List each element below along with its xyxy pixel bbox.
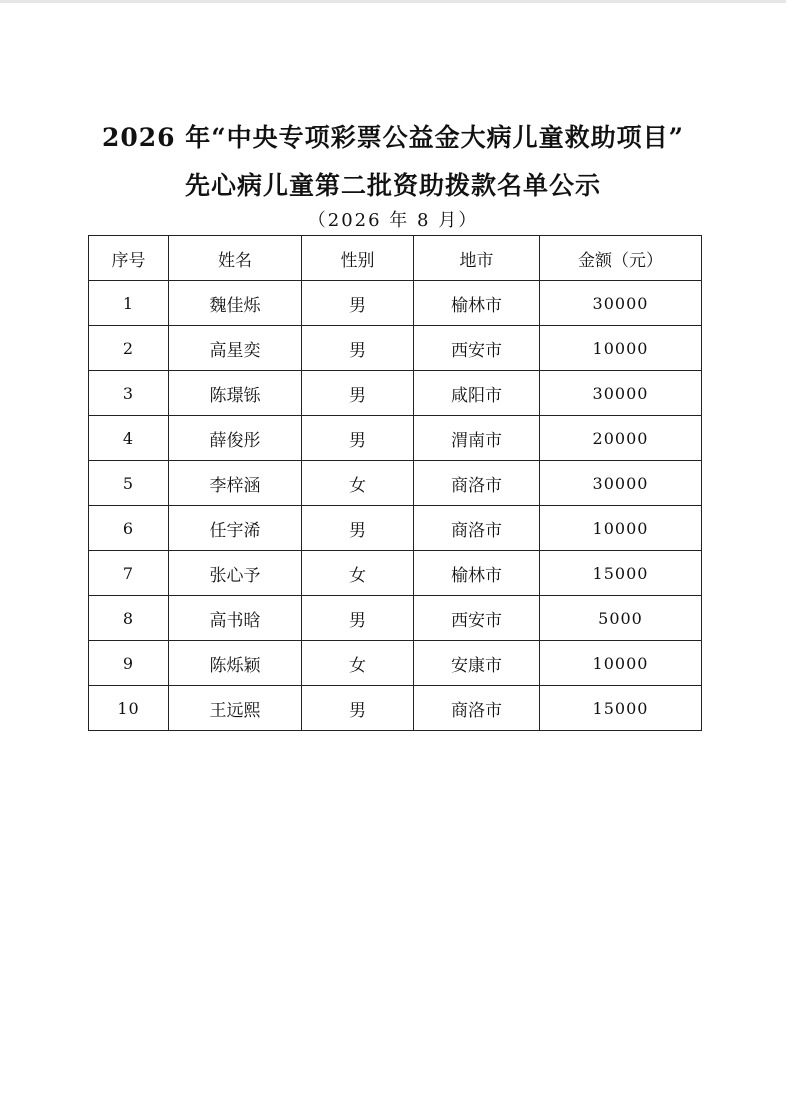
cell-gender: 男 [302, 506, 414, 551]
cell-city: 商洛市 [414, 506, 540, 551]
table-row [89, 506, 702, 551]
cell-gender: 女 [302, 641, 414, 686]
table-row [89, 461, 702, 506]
cell-index: 2 [89, 326, 169, 371]
table-row [89, 416, 702, 461]
cell-index: 9 [89, 641, 169, 686]
cell-index: 8 [89, 596, 169, 641]
cell-gender: 男 [302, 371, 414, 416]
cell-index: 6 [89, 506, 169, 551]
cell-index: 7 [89, 551, 169, 596]
cell-amount: 30000 [540, 461, 702, 506]
cell-city: 渭南市 [414, 416, 540, 461]
header-gender: 性别 [302, 236, 414, 281]
cell-city: 咸阳市 [414, 371, 540, 416]
cell-amount: 30000 [540, 371, 702, 416]
cell-index: 1 [89, 281, 169, 326]
cell-amount: 10000 [540, 506, 702, 551]
header-name: 姓名 [169, 236, 302, 281]
table-row [89, 641, 702, 686]
cell-amount: 20000 [540, 416, 702, 461]
cell-name: 任宇浠 [169, 506, 302, 551]
cell-index: 10 [89, 686, 169, 731]
cell-name: 陈璟铄 [169, 371, 302, 416]
table-row [89, 281, 702, 326]
cell-amount: 15000 [540, 551, 702, 596]
page-top-edge [0, 0, 786, 3]
cell-amount: 15000 [540, 686, 702, 731]
cell-gender: 男 [302, 416, 414, 461]
document-title-line-2: 先心病儿童第二批资助拨款名单公示 [184, 171, 601, 200]
cell-gender: 男 [302, 686, 414, 731]
cell-amount: 5000 [540, 596, 702, 641]
cell-name: 李梓涵 [169, 461, 302, 506]
cell-city: 安康市 [414, 641, 540, 686]
document-title-line-1: 2026 年“中央专项彩票公益金大病儿童救助项目” [101, 123, 685, 152]
table-row [89, 551, 702, 596]
cell-amount: 10000 [540, 326, 702, 371]
table-row [89, 371, 702, 416]
cell-amount: 30000 [540, 281, 702, 326]
header-amount: 金额（元） [540, 236, 702, 281]
header-city: 地市 [414, 236, 540, 281]
cell-gender: 男 [302, 596, 414, 641]
cell-name: 王远熙 [169, 686, 302, 731]
cell-name: 陈烁颖 [169, 641, 302, 686]
table-row [89, 686, 702, 731]
cell-name: 薛俊彤 [169, 416, 302, 461]
cell-index: 4 [89, 416, 169, 461]
cell-city: 榆林市 [414, 281, 540, 326]
cell-gender: 女 [302, 461, 414, 506]
cell-name: 高星奕 [169, 326, 302, 371]
cell-gender: 女 [302, 551, 414, 596]
cell-index: 5 [89, 461, 169, 506]
table-header-row [89, 236, 702, 281]
funding-list-table [88, 235, 702, 731]
cell-gender: 男 [302, 281, 414, 326]
cell-name: 魏佳烁 [169, 281, 302, 326]
cell-index: 3 [89, 371, 169, 416]
table-row [89, 596, 702, 641]
document-date: （2026 年 8 月） [307, 210, 479, 231]
table-row [89, 326, 702, 371]
cell-name: 高书晗 [169, 596, 302, 641]
cell-city: 商洛市 [414, 686, 540, 731]
cell-city: 榆林市 [414, 551, 540, 596]
cell-city: 西安市 [414, 596, 540, 641]
cell-name: 张心予 [169, 551, 302, 596]
header-index: 序号 [89, 236, 169, 281]
cell-gender: 男 [302, 326, 414, 371]
cell-amount: 10000 [540, 641, 702, 686]
cell-city: 商洛市 [414, 461, 540, 506]
cell-city: 西安市 [414, 326, 540, 371]
